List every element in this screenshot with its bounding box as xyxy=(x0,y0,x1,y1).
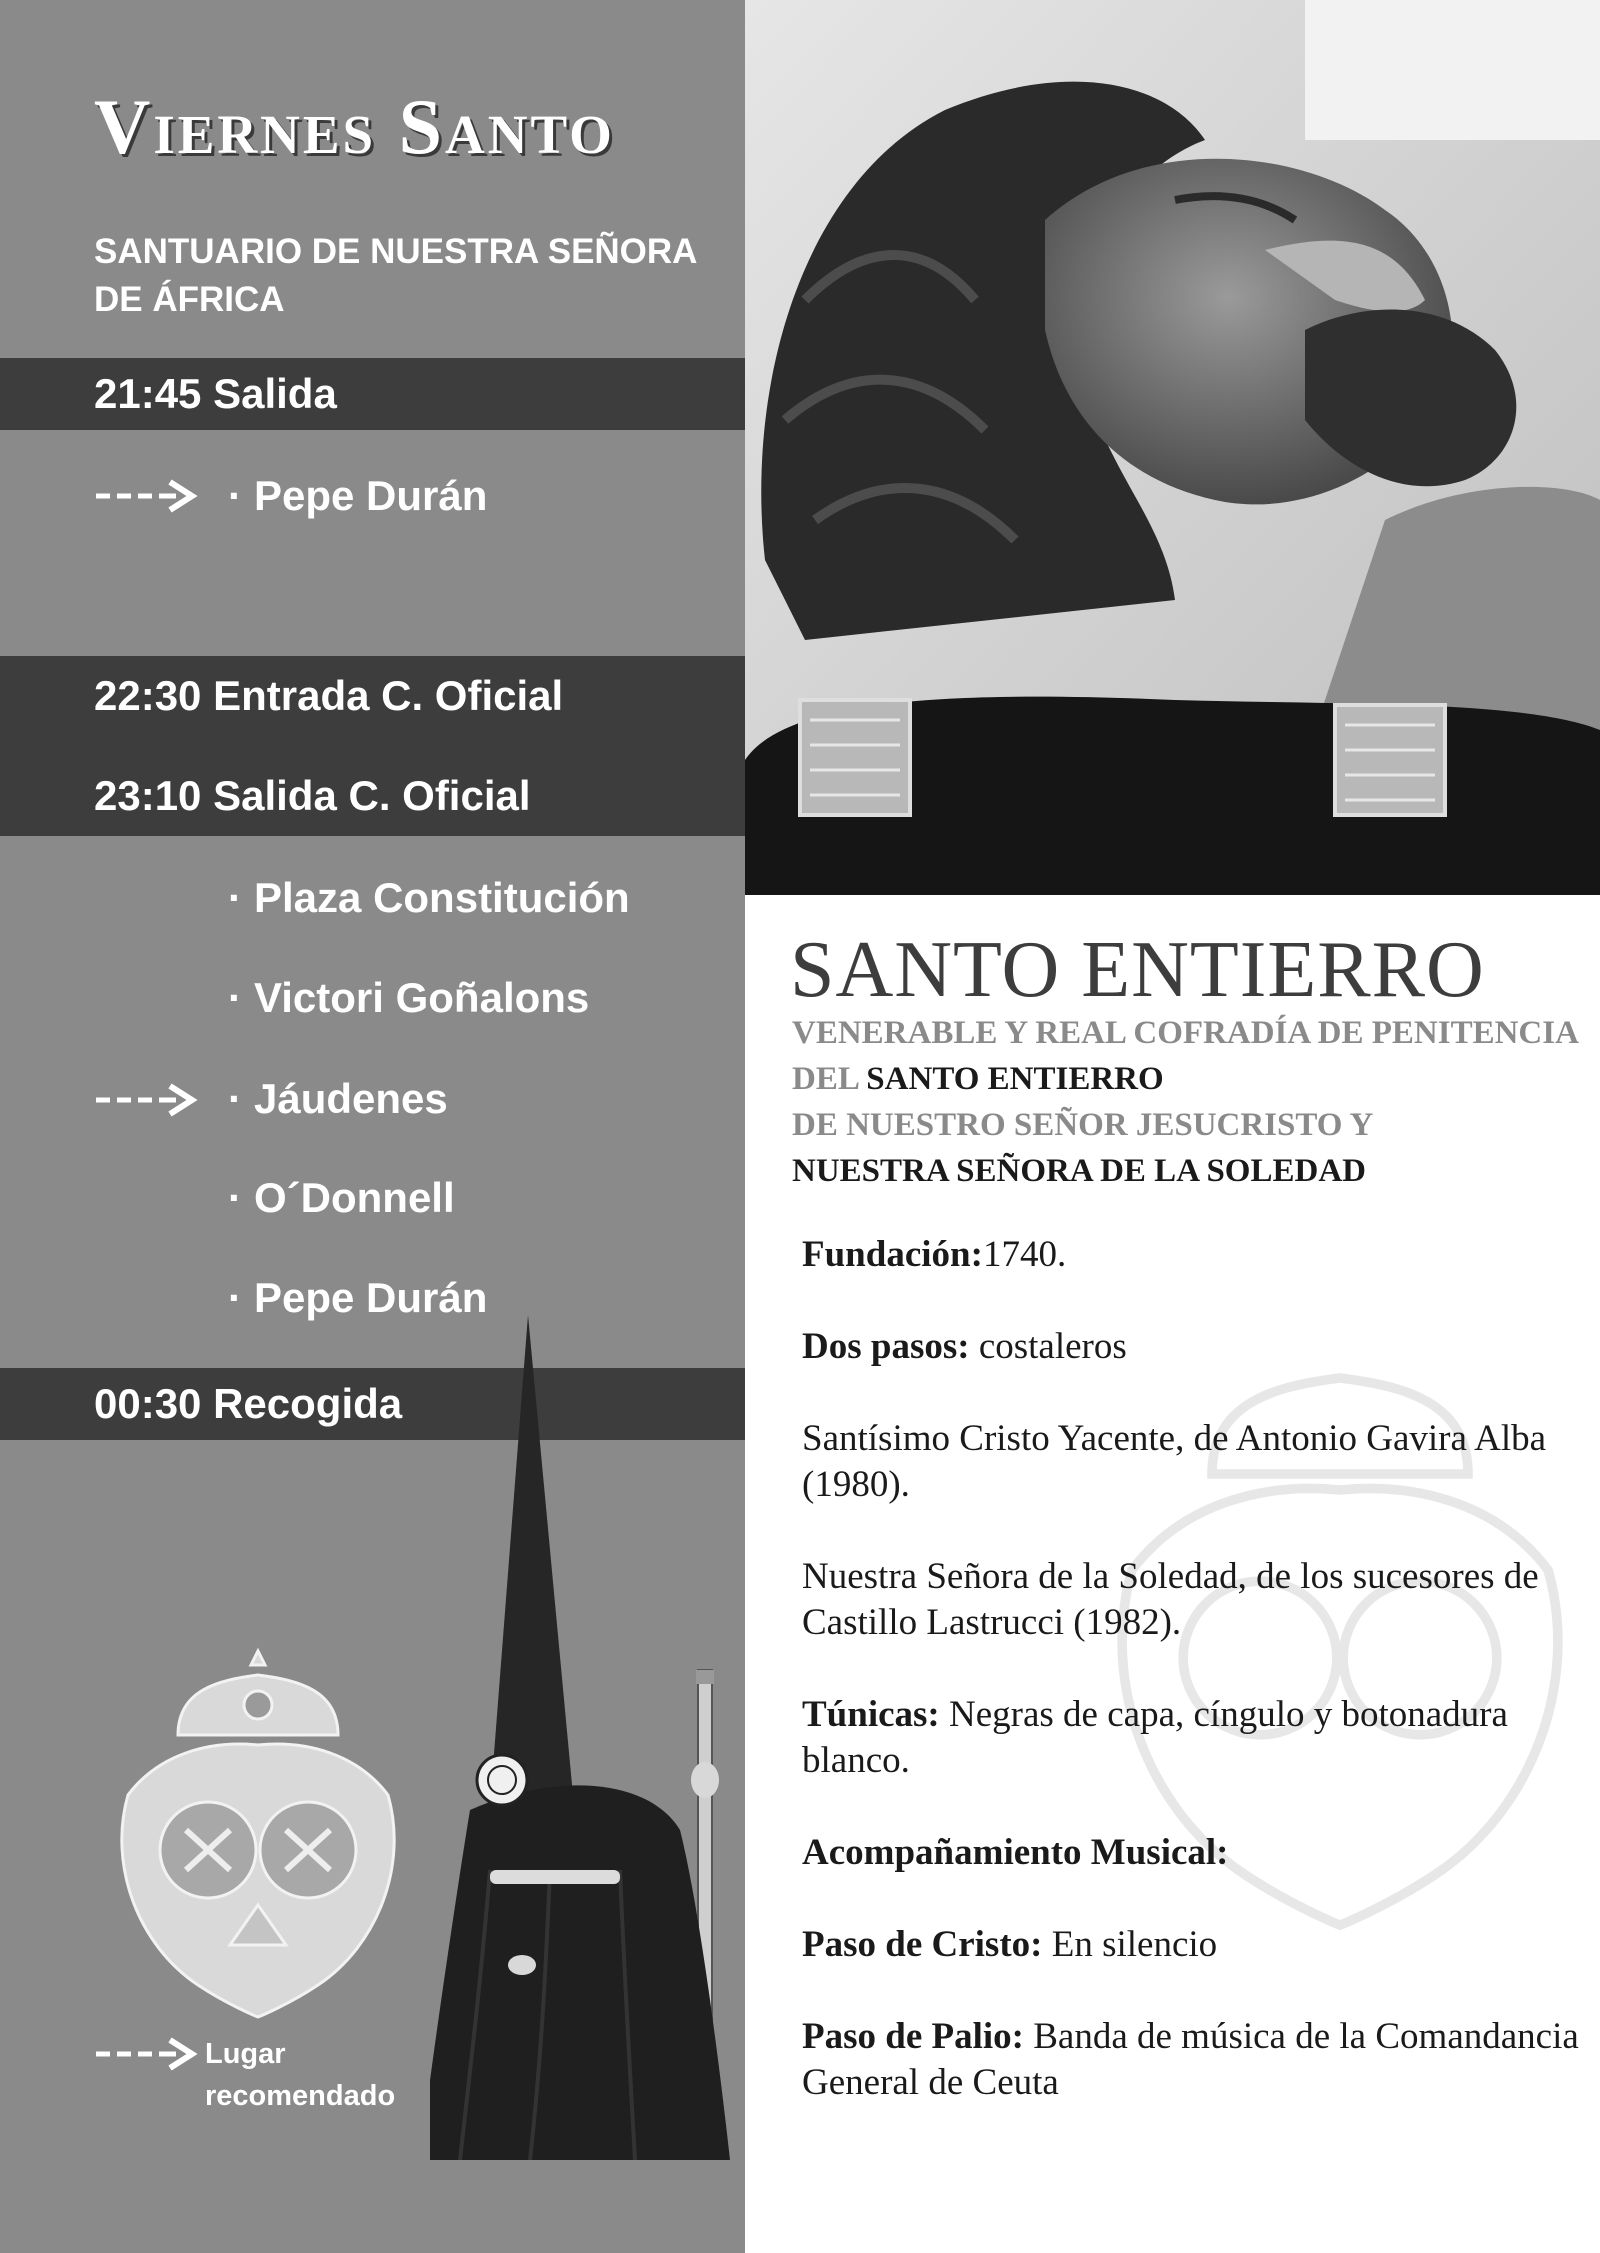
paso-cristo-label: Paso de Cristo: xyxy=(802,1924,1043,1965)
recommended-place-arrow-icon xyxy=(96,1080,200,1120)
legend-line-2: recomendado xyxy=(205,2080,396,2112)
street-name: Plaza Constitución xyxy=(254,874,630,921)
detail-pasos xyxy=(802,1324,1582,1370)
time-entrada-oficial: 22:30 Entrada C. Oficial xyxy=(94,672,564,719)
brotherhood-name: SANTO ENTIERRO xyxy=(790,926,1485,1014)
brotherhood-details xyxy=(802,1232,1582,2152)
time-salida: 21:45 Salida xyxy=(94,370,337,417)
bullet: · xyxy=(228,472,242,519)
paso-cristo-value: En silencio xyxy=(1051,1924,1218,1965)
bullet: · xyxy=(228,1274,242,1321)
tunicas-label: Túnicas: xyxy=(802,1694,940,1735)
page-title: Viernes Santo xyxy=(94,83,615,170)
departure-venue: SANTUARIO DE NUESTRA SEÑORA DE ÁFRICA xyxy=(94,232,697,319)
paso-palio-value: Banda de música de la Comandancia General de Ceuta xyxy=(802,2016,1579,2103)
detail-fundacion xyxy=(802,1232,1582,1278)
detail-tunicas xyxy=(802,1692,1582,1784)
street-name: Pepe Durán xyxy=(254,472,488,519)
recommended-place-arrow-icon xyxy=(96,476,200,516)
route-street xyxy=(228,1162,455,1234)
cristo-yacente-image xyxy=(745,0,1600,895)
full-name-part-3: DE NUESTRO SEÑOR JESUCRISTO Y xyxy=(792,1107,1374,1143)
street-name: Pepe Durán xyxy=(254,1274,488,1321)
detail-paso-cristo xyxy=(802,1922,1582,1968)
detail-soledad-image: Nuestra Señora de la Soledad, de los sucesores de Castillo Lastrucci (1982). xyxy=(802,1556,1539,1643)
street-name: O´Donnell xyxy=(254,1174,455,1221)
route-street xyxy=(228,962,589,1034)
route-street xyxy=(228,862,630,934)
pasos-label: Dos pasos: xyxy=(802,1326,970,1367)
legend-text xyxy=(205,2033,395,2117)
nazareno-figure-icon xyxy=(430,1310,740,2160)
musical-label: Acompañamiento Musical: xyxy=(802,1832,1229,1873)
full-name-part-2: SANTO ENTIERRO xyxy=(866,1061,1164,1097)
time-salida-oficial: 23:10 Salida C. Oficial xyxy=(94,772,531,819)
detail-cristo-image: Santísimo Cristo Yacente, de Antonio Gavira Alba (1980). xyxy=(802,1418,1547,1505)
brotherhood-full-name xyxy=(792,1010,1582,1194)
street-name: Victori Goñalons xyxy=(254,974,590,1021)
schedule-panel xyxy=(0,0,745,2253)
legend-line-1: Lugar xyxy=(205,2038,286,2070)
bullet: · xyxy=(228,874,242,921)
tunicas-value: Negras de capa, cíngulo y botonadura blanco. xyxy=(802,1694,1508,1781)
bullet: · xyxy=(228,974,242,1021)
full-name-part-4: NUESTRA SEÑORA DE LA SOLEDAD xyxy=(792,1153,1366,1189)
time-recogida: 00:30 Recogida xyxy=(94,1380,403,1427)
detail-musical-heading xyxy=(802,1830,1582,1876)
fundacion-value: 1740. xyxy=(982,1234,1067,1275)
pasos-value: costaleros xyxy=(978,1326,1127,1367)
street-name: Jáudenes xyxy=(254,1075,448,1122)
detail-paso-palio xyxy=(802,2014,1582,2106)
bullet: · xyxy=(228,1075,242,1122)
fundacion-label: Fundación: xyxy=(802,1234,983,1275)
route-street xyxy=(228,1063,448,1135)
paso-palio-label: Paso de Palio: xyxy=(802,2016,1024,2057)
full-name-part-1: VENERABLE Y REAL COFRADÍA DE PENITENCIA DEL xyxy=(792,1015,1578,1097)
route-street-1 xyxy=(228,460,487,532)
cristo-yacente-photo xyxy=(745,0,1600,895)
bullet: · xyxy=(228,1174,242,1221)
legend-arrow-icon xyxy=(96,2034,200,2074)
brotherhood-crest-icon xyxy=(108,1645,408,2020)
